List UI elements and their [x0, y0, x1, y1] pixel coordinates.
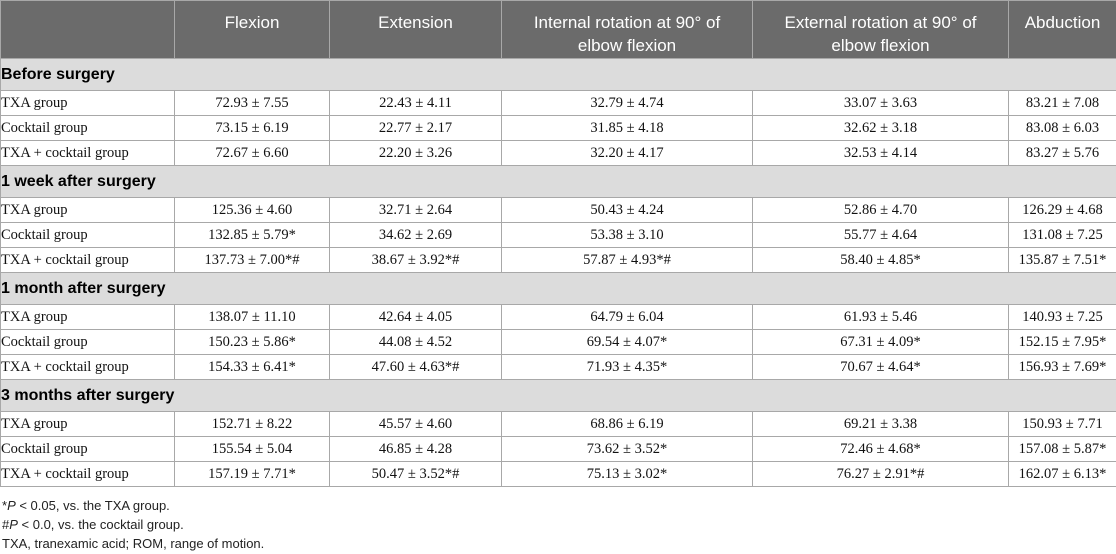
table-cell: 46.85 ± 4.28 — [330, 437, 502, 462]
table-row — [1, 116, 1116, 141]
table-cell: 64.79 ± 6.04 — [502, 305, 753, 330]
table-row — [1, 412, 1116, 437]
section-title: 1 month after surgery — [1, 273, 1116, 305]
table-row — [1, 91, 1116, 116]
table-row — [1, 198, 1116, 223]
table-cell: 125.36 ± 4.60 — [175, 198, 330, 223]
table-cell: 47.60 ± 4.63*# — [330, 355, 502, 380]
table-cell: 157.08 ± 5.87* — [1009, 437, 1116, 462]
row-label: TXA group — [1, 91, 175, 116]
table-cell: 132.85 ± 5.79* — [175, 223, 330, 248]
table-cell: 126.29 ± 4.68 — [1009, 198, 1116, 223]
table-cell: 75.13 ± 3.02* — [502, 462, 753, 487]
table-cell: 73.15 ± 6.19 — [175, 116, 330, 141]
section-header-row — [1, 166, 1116, 198]
table-cell: 72.67 ± 6.60 — [175, 141, 330, 166]
row-label: TXA + cocktail group — [1, 462, 175, 487]
table-body — [1, 59, 1116, 487]
table-cell: 150.93 ± 7.71 — [1009, 412, 1116, 437]
table-cell: 53.38 ± 3.10 — [502, 223, 753, 248]
table-cell: 69.21 ± 3.38 — [753, 412, 1009, 437]
table-cell: 58.40 ± 4.85* — [753, 248, 1009, 273]
table-cell: 83.21 ± 7.08 — [1009, 91, 1116, 116]
table-cell: 154.33 ± 6.41* — [175, 355, 330, 380]
table-cell: 55.77 ± 4.64 — [753, 223, 1009, 248]
table-cell: 34.62 ± 2.69 — [330, 223, 502, 248]
footnote-significance-cocktail: #P < 0.0, vs. the cocktail group. — [2, 517, 184, 532]
footnote-abbreviations: TXA, tranexamic acid; ROM, range of motion. — [2, 536, 265, 551]
section-header-row — [1, 380, 1116, 412]
table-cell: 45.57 ± 4.60 — [330, 412, 502, 437]
table-cell: 83.08 ± 6.03 — [1009, 116, 1116, 141]
table-cell: 73.62 ± 3.52* — [502, 437, 753, 462]
footnotes — [2, 496, 264, 553]
table-cell: 155.54 ± 5.04 — [175, 437, 330, 462]
table-row — [1, 141, 1116, 166]
header-cell-internal-rotation: Internal rotation at 90° of elbow flexion — [502, 1, 753, 59]
table-cell: 32.20 ± 4.17 — [502, 141, 753, 166]
table-cell: 32.71 ± 2.64 — [330, 198, 502, 223]
table-cell: 131.08 ± 7.25 — [1009, 223, 1116, 248]
table-cell: 44.08 ± 4.52 — [330, 330, 502, 355]
table-cell: 67.31 ± 4.09* — [753, 330, 1009, 355]
row-label: TXA + cocktail group — [1, 248, 175, 273]
table-cell: 38.67 ± 3.92*# — [330, 248, 502, 273]
table-cell: 50.43 ± 4.24 — [502, 198, 753, 223]
row-label: Cocktail group — [1, 437, 175, 462]
table-row — [1, 330, 1116, 355]
header-cell-flexion: Flexion — [175, 1, 330, 59]
table-row — [1, 248, 1116, 273]
table-cell: 152.15 ± 7.95* — [1009, 330, 1116, 355]
table-cell: 32.79 ± 4.74 — [502, 91, 753, 116]
table-cell: 32.53 ± 4.14 — [753, 141, 1009, 166]
table-cell: 135.87 ± 7.51* — [1009, 248, 1116, 273]
table-cell: 22.77 ± 2.17 — [330, 116, 502, 141]
table-row — [1, 223, 1116, 248]
table-cell: 22.43 ± 4.11 — [330, 91, 502, 116]
table-cell: 152.71 ± 8.22 — [175, 412, 330, 437]
header-cell-external-rotation: External rotation at 90° of elbow flexion — [753, 1, 1009, 59]
table-cell: 156.93 ± 7.69* — [1009, 355, 1116, 380]
table-cell: 31.85 ± 4.18 — [502, 116, 753, 141]
row-label: Cocktail group — [1, 223, 175, 248]
table-cell: 52.86 ± 4.70 — [753, 198, 1009, 223]
row-label: TXA + cocktail group — [1, 141, 175, 166]
table-cell: 150.23 ± 5.86* — [175, 330, 330, 355]
table-row — [1, 462, 1116, 487]
footnote-significance-txa: *P < 0.05, vs. the TXA group. — [2, 498, 170, 513]
row-label: Cocktail group — [1, 330, 175, 355]
table-cell: 71.93 ± 4.35* — [502, 355, 753, 380]
table-cell: 76.27 ± 2.91*# — [753, 462, 1009, 487]
table-row — [1, 355, 1116, 380]
table-cell: 138.07 ± 11.10 — [175, 305, 330, 330]
row-label: TXA group — [1, 198, 175, 223]
table-cell: 70.67 ± 4.64* — [753, 355, 1009, 380]
table-cell: 61.93 ± 5.46 — [753, 305, 1009, 330]
header-cell-blank — [1, 1, 175, 59]
row-label: Cocktail group — [1, 116, 175, 141]
table-cell: 33.07 ± 3.63 — [753, 91, 1009, 116]
table-cell: 69.54 ± 4.07* — [502, 330, 753, 355]
table-cell: 42.64 ± 4.05 — [330, 305, 502, 330]
table-cell: 57.87 ± 4.93*# — [502, 248, 753, 273]
section-header-row — [1, 273, 1116, 305]
table-cell: 50.47 ± 3.52*# — [330, 462, 502, 487]
table-cell: 162.07 ± 6.13* — [1009, 462, 1116, 487]
section-title: 1 week after surgery — [1, 166, 1116, 198]
section-title: Before surgery — [1, 59, 1116, 91]
header-row — [1, 1, 1116, 59]
table-cell: 157.19 ± 7.71* — [175, 462, 330, 487]
table-cell: 22.20 ± 3.26 — [330, 141, 502, 166]
table-cell: 32.62 ± 3.18 — [753, 116, 1009, 141]
header-cell-extension: Extension — [330, 1, 502, 59]
table-cell: 72.46 ± 4.68* — [753, 437, 1009, 462]
table-cell: 72.93 ± 7.55 — [175, 91, 330, 116]
table-cell: 137.73 ± 7.00*# — [175, 248, 330, 273]
table-cell: 83.27 ± 5.76 — [1009, 141, 1116, 166]
section-title: 3 months after surgery — [1, 380, 1116, 412]
table-cell: 68.86 ± 6.19 — [502, 412, 753, 437]
table-row — [1, 437, 1116, 462]
row-label: TXA + cocktail group — [1, 355, 175, 380]
section-header-row — [1, 59, 1116, 91]
table-row — [1, 305, 1116, 330]
row-label: TXA group — [1, 412, 175, 437]
table-cell: 140.93 ± 7.25 — [1009, 305, 1116, 330]
header-cell-abduction: Abduction — [1009, 1, 1116, 59]
row-label: TXA group — [1, 305, 175, 330]
